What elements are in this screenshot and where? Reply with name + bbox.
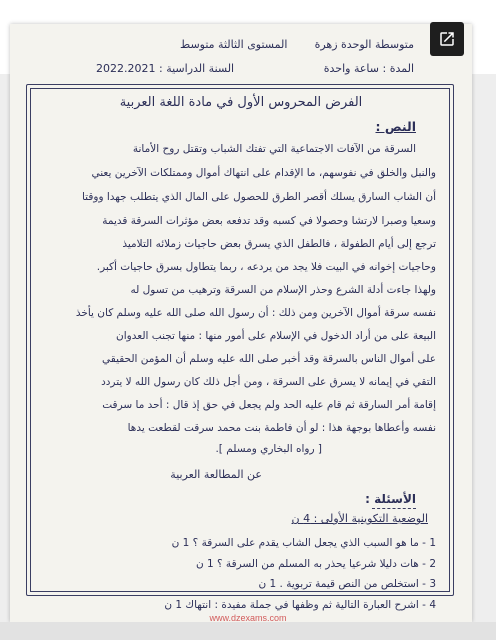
question-item: 4 - اشرح العبارة التالية ثم وظفها في جملة مفيدة : انتهاك 1 ن — [164, 599, 436, 611]
text-line: ولهذا جاءت أدلة الشرع وحذر الإسلام من السرقة وترهيب من تسول له — [130, 284, 436, 296]
part-one-heading: الوضعية التكوينية الأولى : 4 ن — [291, 512, 428, 525]
text-line: السرقة من الآفات الاجتماعية التي تفتك الشباب وتقتل روح الأمانة — [132, 143, 416, 155]
text-line: التقي في إيمانه لا يسرق على السرقة ، ومن أجل ذلك كان رسول الله لا يتردد — [101, 376, 436, 388]
text-line: البيعة على من أراد الدخول في الإسلام على أمور منها : منها تجنب العدوان — [116, 330, 436, 342]
text-line: وسعيا وصبرا لارتشا وحصولا في كسبه وقد تدفعه بعض مؤثرات السرقة قديمة — [102, 215, 436, 227]
text-line: على أموال الناس بالسرقة وقد أخبر صلى الله عليه وسلم أن المؤمن الحقيقي — [102, 353, 436, 365]
school-name: متوسطة الوحدة زهرة — [314, 38, 414, 51]
text-line: إقامة أمر السارقة ثم قام عليه الحد ولم يجعل في حق إذ قال : أحد ما سرقت — [102, 399, 436, 411]
questions-heading: الأسئلة : — [365, 492, 416, 506]
open-in-new-button[interactable] — [430, 22, 464, 56]
text-source: عن المطالعة العربية — [170, 468, 262, 481]
hadith-source: [ رواه البخاري ومسلم ]. — [215, 443, 322, 455]
text-heading: النص : — [375, 119, 416, 134]
viewer-bottom-bar — [0, 622, 496, 640]
level-label: المستوى الثالثة متوسط — [180, 38, 288, 51]
question-item: 1 - ما هو السبب الذي يجعل الشاب يقدم على السرقة ؟ 1 ن — [171, 537, 436, 549]
exam-paper — [10, 24, 472, 622]
question-item: 2 - هات دليلا شرعيا يحذر به المسلم من السرقة ؟ 1 ن — [195, 558, 436, 570]
watermark-text: www.dzexams.com — [209, 613, 287, 623]
text-line: والنبل والخلق في نفوسهم، ما الإقدام على انتهاك أموال وممتلكات الآخرين يعني — [91, 167, 436, 179]
question-item: 3 - استخلص من النص قيمة تربوية . 1 ن — [258, 578, 436, 590]
exam-title: الفرض المحروس الأول في مادة اللغة العربية — [119, 95, 363, 110]
text-line: وحاجيات إخوانه في البيت فلا يجد من يردعه ، ربما يتطاول بسرق حاجيات أكبر. — [96, 261, 436, 273]
duration-label: المدة : ساعة واحدة — [323, 62, 414, 75]
questions-heading-underline — [372, 508, 416, 509]
text-line: أن الشاب السارق يسلك أقصر الطرق للحصول على المال الذي يتطلب جهدا ووقتا — [81, 191, 436, 203]
text-line: نفسه سرقة أموال الآخرين ومن ذلك : أن رسول الله صلى الله عليه وسلم كان يأخذ — [75, 307, 436, 319]
open-in-new-icon — [438, 30, 456, 48]
text-line: ترجع إلى أيام الطفولة ، فالطفل الذي يسرق بعض حاجيات زملائه التلاميذ — [122, 238, 436, 250]
school-year-label: السنة الدراسية : 2022.2021 — [96, 62, 235, 75]
text-line: نفسه وأعطاها بوجهة هذا : لو أن فاطمة بنت محمد سرقت لقطعت يدها — [127, 422, 436, 434]
